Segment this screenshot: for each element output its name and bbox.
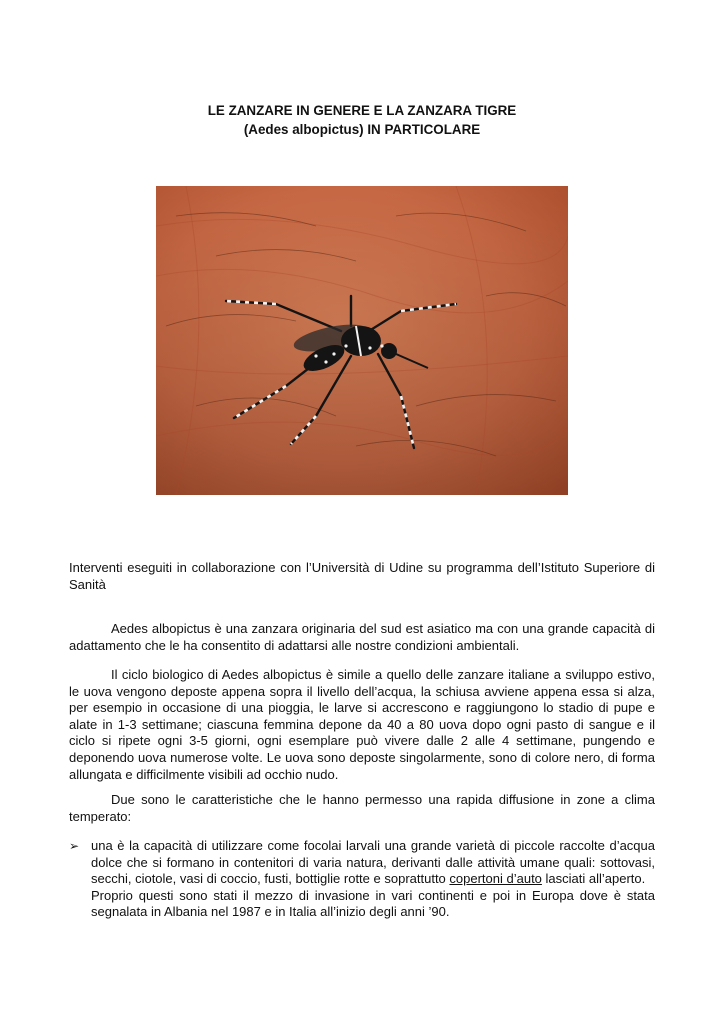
title-line-1: LE ZANZARE IN GENERE E LA ZANZARA TIGRE	[207, 103, 517, 118]
title-line-2: (Aedes albopictus) IN PARTICOLARE	[243, 122, 481, 137]
bullet-text	[91, 838, 655, 921]
paragraph-3	[69, 792, 655, 825]
bullet-continuation: Proprio questi sono stati il mezzo di invasione in vari continenti e poi in Europa dove è stata segnalata in Albania nel 1987 e in Italia all’inizio degli anni ’90.	[91, 887, 655, 920]
paragraph-2-text: Il ciclo biologico di Aedes albopictus è simile a quello delle zanzare italiane a sviluppo estivo, le uova vengono deposte appena sopra il livello dell’acqua, la schiusa avviene appena essa si alza, per esempio in occasione di una pioggia, le larve si accrescono e raggiungono lo stadio di pupe e alate in 1-3 settimane; ciascuna femmina depone da 40 a 80 uova dopo ogni pasto di sangue e il ciclo si ripete ogni 3-5 giorni, ogni esemplare può vivere dalle 2 alle 4 settimane, pungendo e deponendo uova numerose volte. Le uova sono deposte singolarmente, sono di colore nero, di forma allungata e difficilmente visibili ad occhio nudo.	[69, 667, 655, 782]
bullet-text-end: lasciati all’aperto.	[541, 871, 646, 887]
bullet-item	[69, 838, 655, 921]
paragraph-1	[69, 621, 655, 654]
paragraph-3-text: Due sono le caratteristiche che le hanno permesso una rapida diffusione in zone a clima temperato:	[69, 792, 655, 824]
mosquito-photo	[156, 186, 568, 495]
arrow-bullet-icon: ➢	[69, 839, 80, 853]
bullet-underlined-text: copertoni d’auto	[449, 871, 542, 887]
intro-text: Interventi eseguiti in collaborazione con l’Università di Udine su programma dell’Istituto Superiore di Sanità	[69, 560, 655, 592]
paragraph-1-text: Aedes albopictus è una zanzara originaria del sud est asiatico ma con una grande capacità di adattamento che le ha consentito di adattarsi alle nostre condizioni ambientali.	[69, 621, 655, 653]
paragraph-2	[69, 667, 655, 783]
page-title	[60, 101, 664, 139]
bullet-text-start: una è la capacità di utilizzare come focolai larvali una grande varietà di piccole raccolte d’acqua dolce che si formano in contenitori di varia natura, derivanti dalle attività umane quali: sottovasi, secchi, ciotole, vasi di coccio, fusti, bottiglie rotte e soprattutto	[91, 838, 655, 887]
